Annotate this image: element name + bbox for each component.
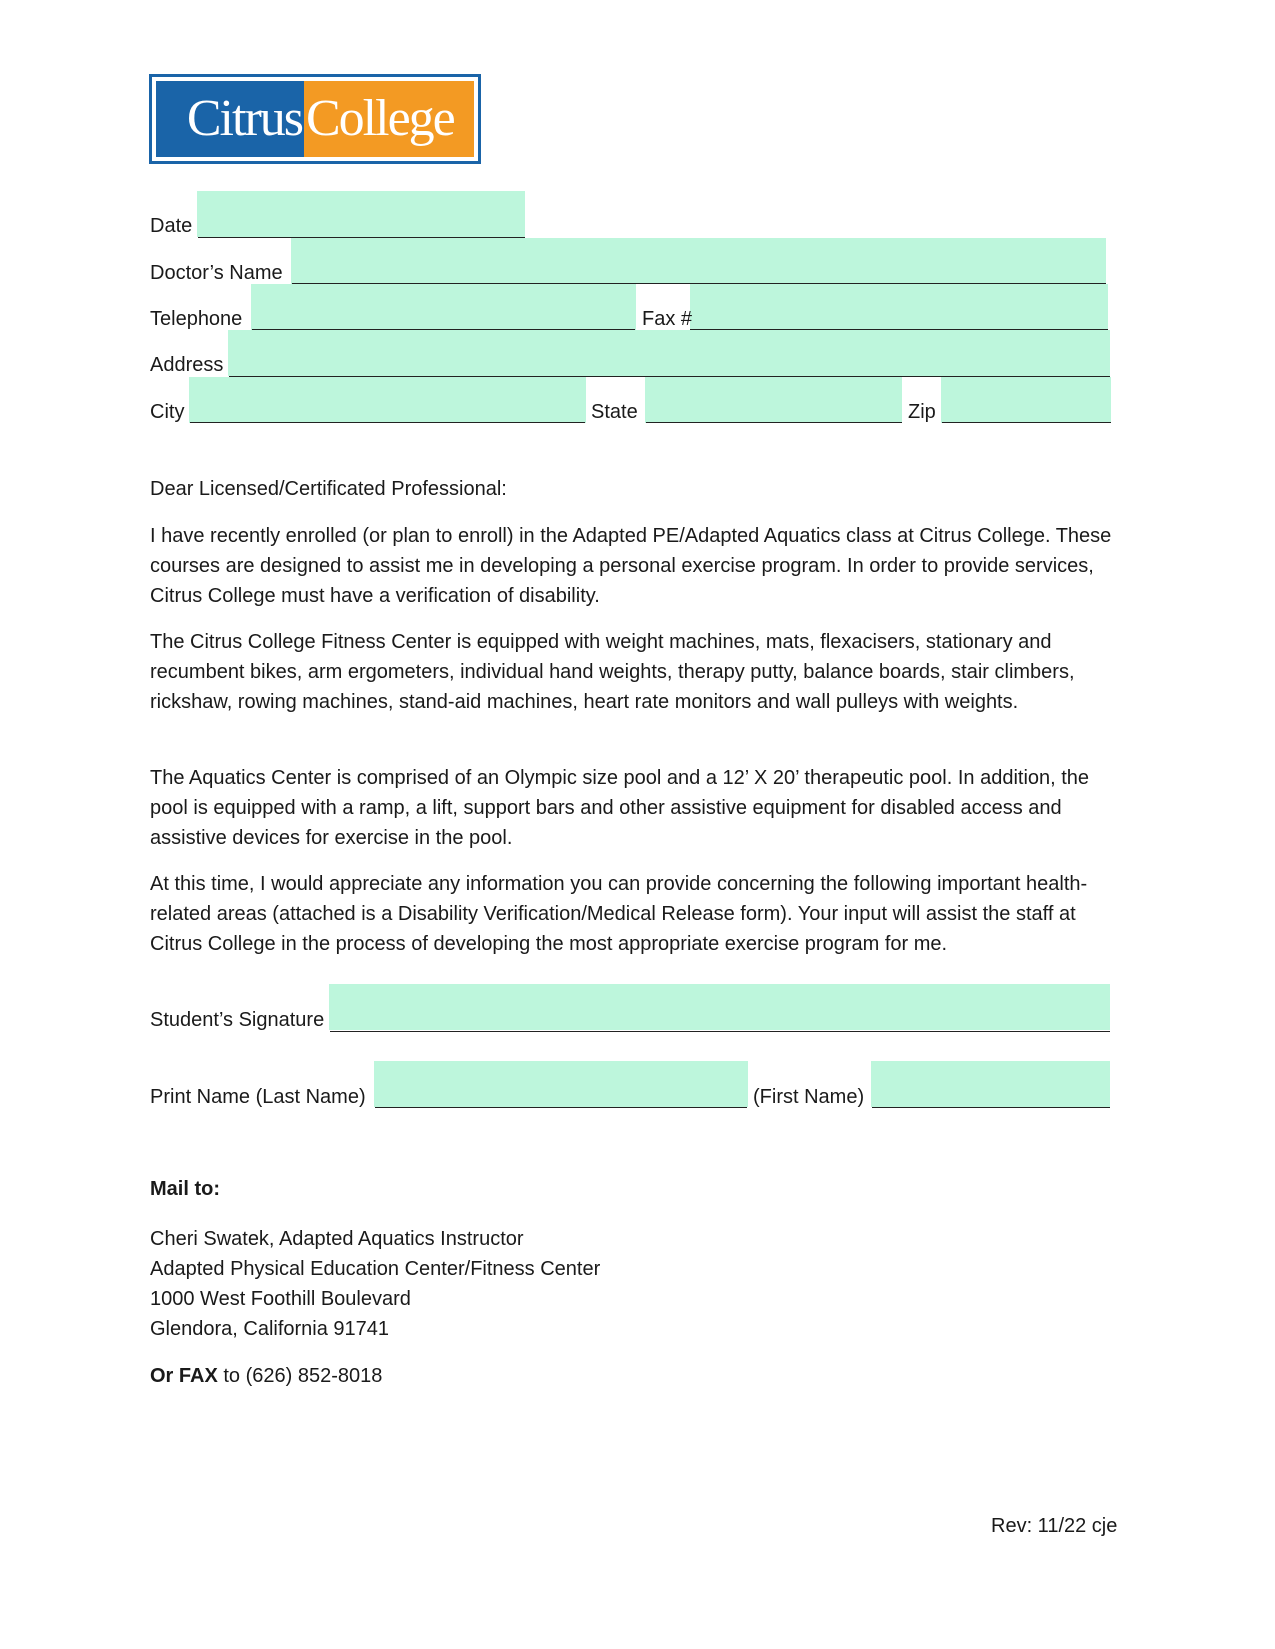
date-label: Date [150, 215, 193, 237]
first-name-label: (First Name) [753, 1086, 865, 1108]
paragraph-1-text: I have recently enrolled (or plan to enroll) in the Adapted PE/Adapted Aquatics class at Citrus College. These courses are designed to assist me in developing a personal exercise program. In order to provide services, Citrus College must have a verification of disability. [150, 525, 1112, 607]
date-field[interactable] [197, 191, 525, 237]
salutation [150, 474, 1130, 504]
paragraph-3 [150, 763, 1130, 853]
revision-note: Rev: 11/22 cje [991, 1515, 1118, 1537]
student-signature-field[interactable] [329, 984, 1110, 1030]
mail-address [150, 1224, 1130, 1344]
mail-line-3: 1000 West Foothill Boulevard [150, 1288, 411, 1310]
last-name-label: Print Name (Last Name) [150, 1086, 366, 1108]
paragraph-2-text: The Citrus College Fitness Center is equipped with weight machines, mats, flexacisers, stationary and recumbent bikes, arm ergometers, individual hand weights, therapy putty, balance boards, stair climbers, rickshaw, rowing machines, stand-aid machines, heart rate monitors and wall pulleys with weights. [150, 631, 1075, 713]
student-signature-label: Student’s Signature [150, 1009, 325, 1031]
mail-line-2: Adapted Physical Education Center/Fitness Center [150, 1258, 601, 1280]
state-label: State [591, 401, 638, 423]
fax-instruction-number: to (626) 852-8018 [217, 1365, 383, 1387]
telephone-label: Telephone [150, 308, 243, 330]
city-underline [190, 422, 585, 423]
student-signature-underline [330, 1031, 1110, 1032]
address-label: Address [150, 354, 224, 376]
fax-label: Fax # [642, 308, 693, 330]
last-name-underline [375, 1107, 747, 1108]
mail-heading [150, 1177, 1130, 1201]
paragraph-4-text: At this time, I would appreciate any information you can provide concerning the following important health-related areas (attached is a Disability Verification/Medical Release form). Your input will assist the staff at Citrus College in the process of developing the most appropriate exercise program for me. [150, 873, 1088, 955]
paragraph-3-text: The Aquatics Center is comprised of an Olympic size pool and a 12’ X 20’ therapeutic pool. In addition, the pool is equipped with a ramp, a lift, support bars and other assistive equipment for disabled access and assistive devices for exercise in the pool. [150, 767, 1090, 849]
logo-text-citrus: Citrus [186, 90, 302, 147]
paragraph-1 [150, 521, 1130, 611]
mail-heading-text: Mail to: [150, 1178, 220, 1200]
city-label: City [150, 401, 185, 423]
zip-underline [942, 422, 1111, 423]
address-field[interactable] [228, 330, 1110, 376]
fax-instruction [150, 1364, 1130, 1388]
fax-instruction-bold: Or FAX [150, 1365, 218, 1387]
salutation-text: Dear Licensed/Certificated Professional: [150, 478, 507, 500]
mail-line-1: Cheri Swatek, Adapted Aquatics Instructor [150, 1228, 524, 1250]
paragraph-4 [150, 869, 1130, 959]
paragraph-2 [150, 627, 1130, 717]
first-name-underline [872, 1107, 1110, 1108]
logo-text-college: College [306, 90, 454, 147]
state-underline [646, 422, 902, 423]
mail-line-4: Glendora, California 91741 [150, 1318, 390, 1340]
zip-label: Zip [908, 401, 936, 423]
citrus-college-logo [149, 74, 481, 164]
doctor-name-label: Doctor’s Name [150, 262, 283, 284]
doctor-name-field[interactable] [291, 238, 1106, 284]
